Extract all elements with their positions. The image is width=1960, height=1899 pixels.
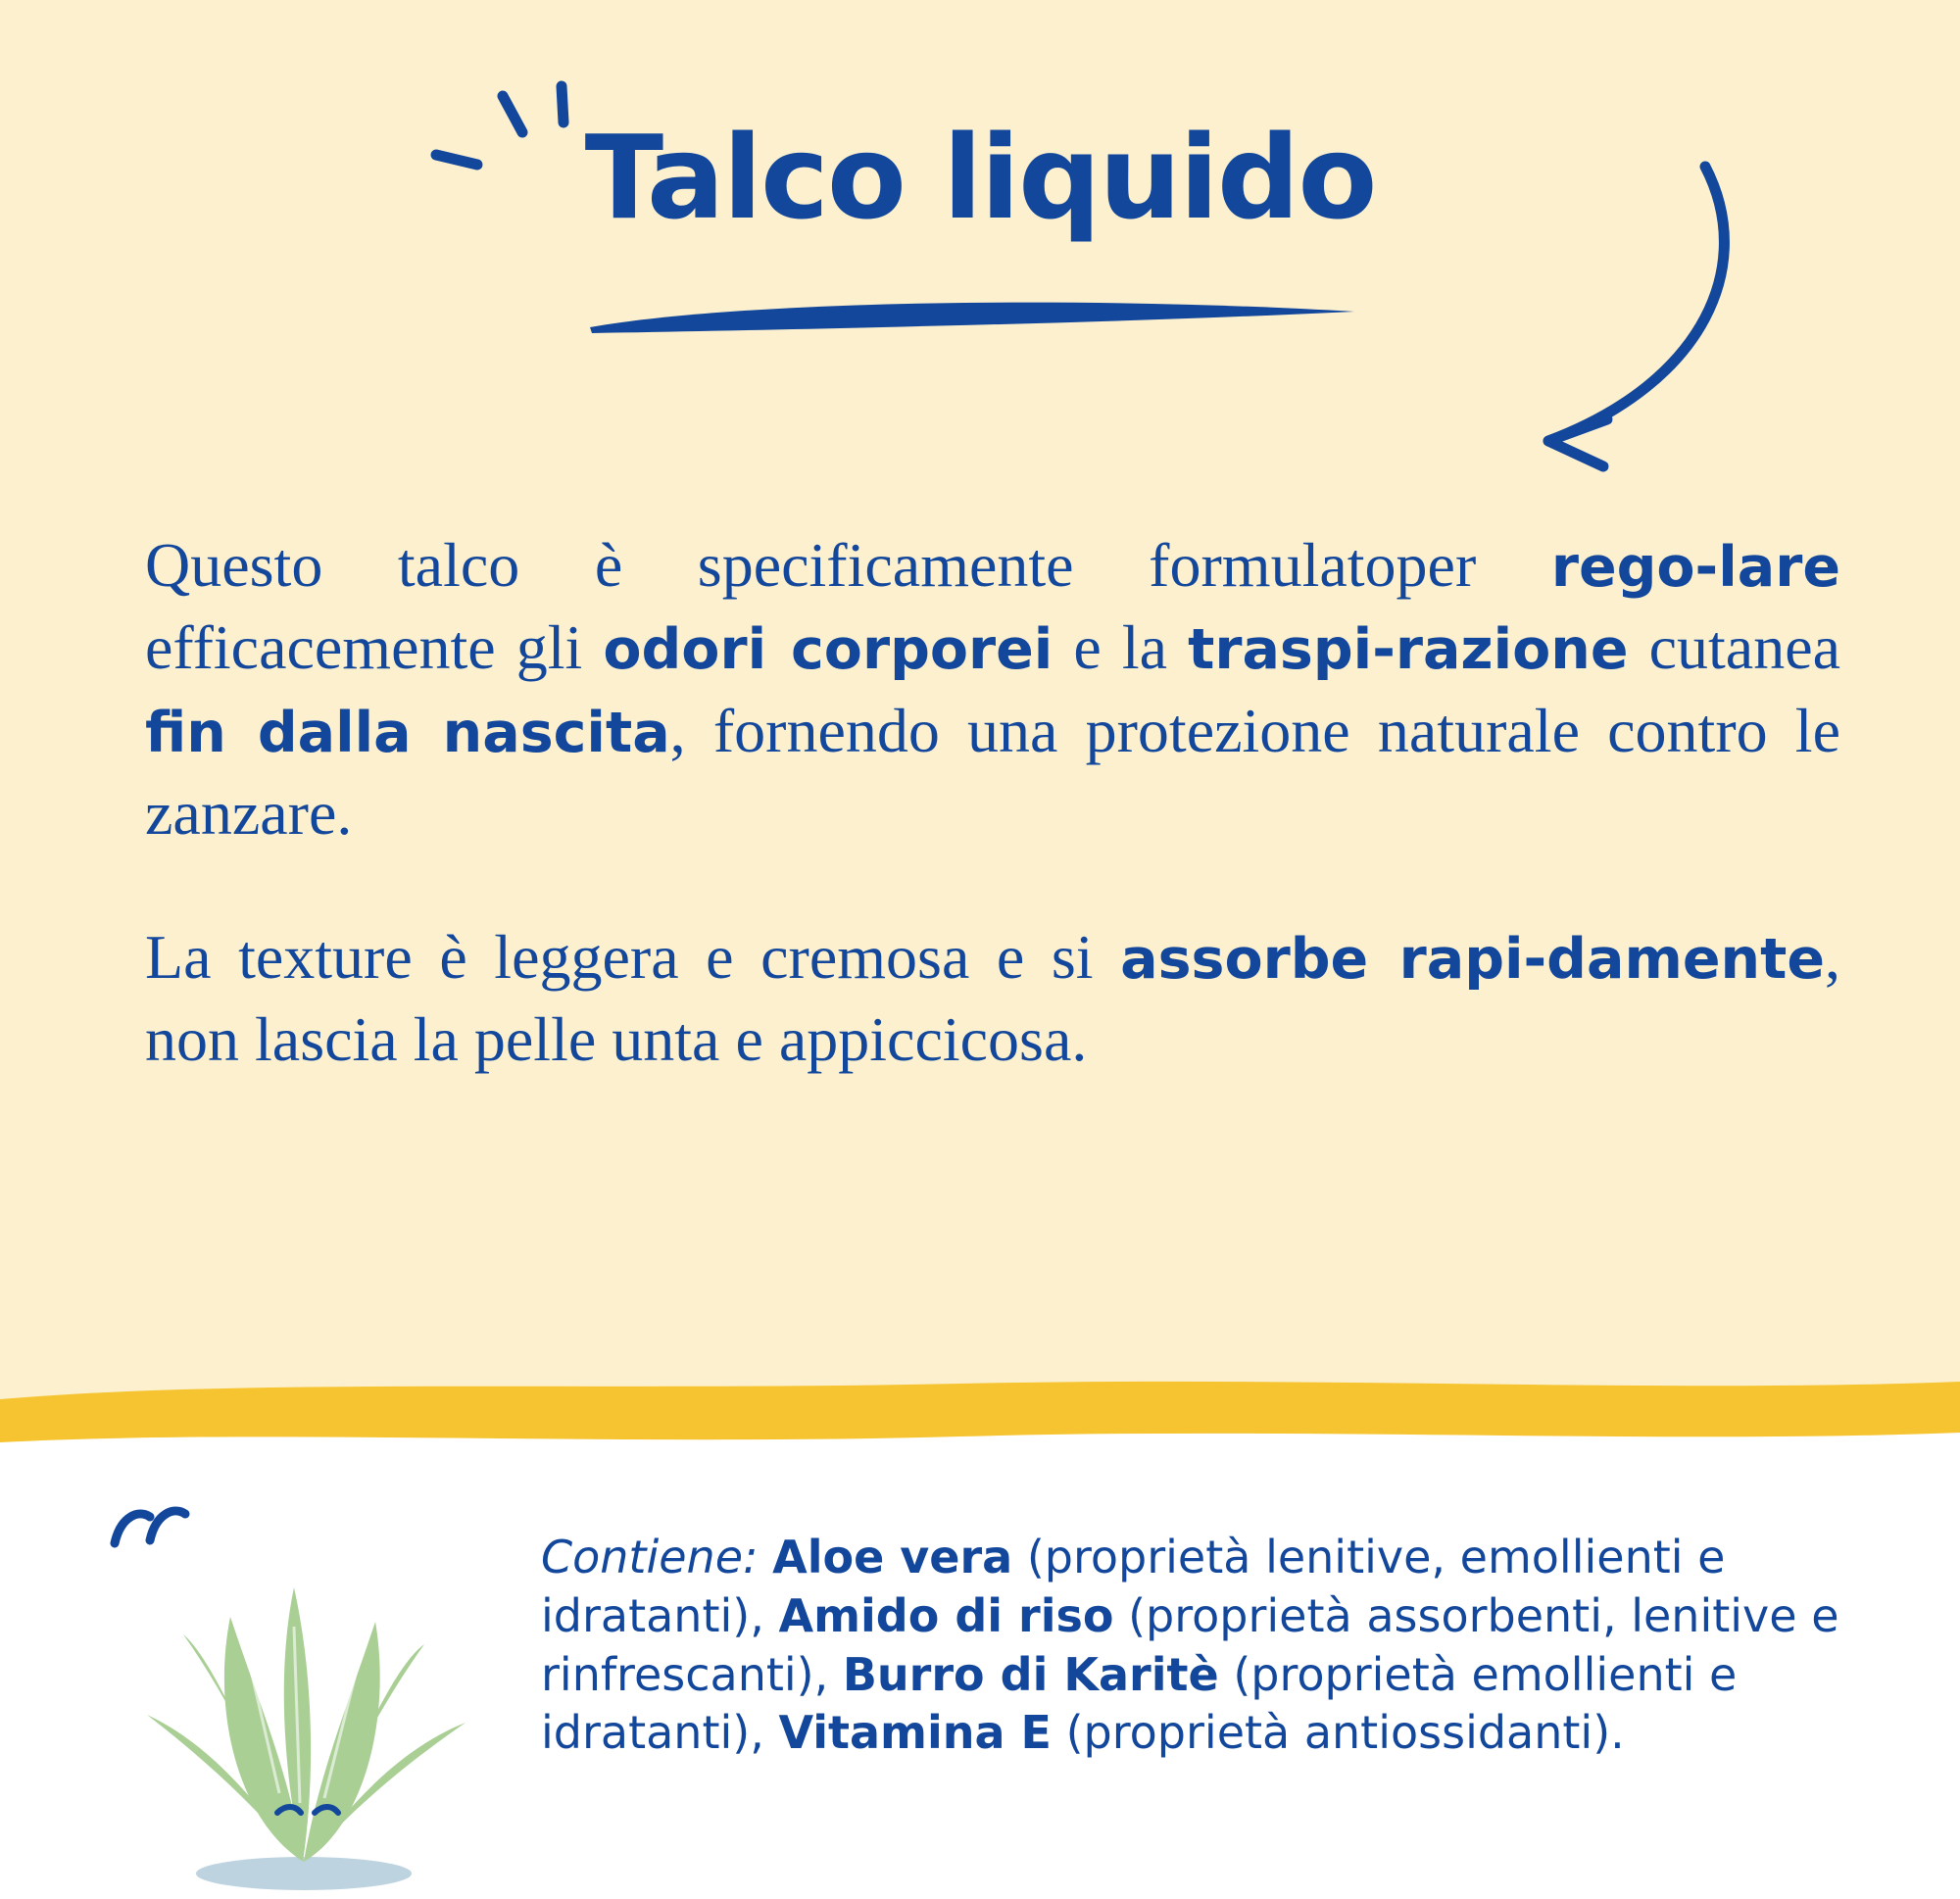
curved-arrow-icon (1411, 157, 1744, 500)
text-run: efficacemente gli (145, 612, 604, 683)
ingredient-name: Vitamina E (778, 1706, 1052, 1760)
text-run: La texture è leggera e cremosa e si (145, 921, 1121, 992)
text-run-bold: rego-lare (1550, 535, 1840, 600)
text-run: , non lascia la pelle unta e appiccicosa. (145, 921, 1840, 1075)
paragraph-1 (145, 524, 1840, 855)
ingredient-name: Aloe vera (772, 1531, 1013, 1583)
text-run: cutanea (1628, 612, 1841, 683)
body-copy (145, 524, 1840, 1082)
ingredient-properties: (proprietà antiossidanti). (1065, 1706, 1625, 1760)
ingredient-name: Amido di riso (778, 1588, 1114, 1642)
ingredient-properties: (proprietà emollienti e idratanti), (541, 1647, 1738, 1760)
ingredients-text (541, 1529, 1913, 1763)
ingredient-properties: (proprietà lenitive, emollienti e idratanti), (541, 1531, 1726, 1642)
underline-stroke-icon (580, 294, 1374, 339)
divider-stroke (0, 1372, 1960, 1450)
page-title: Talco liquido (584, 110, 1376, 245)
text-run-bold: odori corporei (603, 617, 1054, 683)
aloe-plant-icon (93, 1470, 505, 1891)
text-run-bold: fin dalla nascita (145, 700, 670, 765)
ingredient-properties: (proprietà assorbenti, lenitive e rinfrescanti), (541, 1588, 1839, 1701)
text-run: , fornendo una protezione naturale contro le zanzare. (145, 695, 1840, 849)
ingredients-label: Contiene: (541, 1531, 759, 1583)
text-run-bold: assorbe rapi-damente (1120, 926, 1825, 992)
paragraph-2 (145, 916, 1840, 1082)
text-run: Questo talco è specificamente formulatoper (145, 530, 1551, 600)
ingredient-name: Burro di Karitè (842, 1647, 1219, 1701)
text-run-bold: traspi-razione (1188, 617, 1629, 683)
text-run: e la (1053, 612, 1189, 683)
